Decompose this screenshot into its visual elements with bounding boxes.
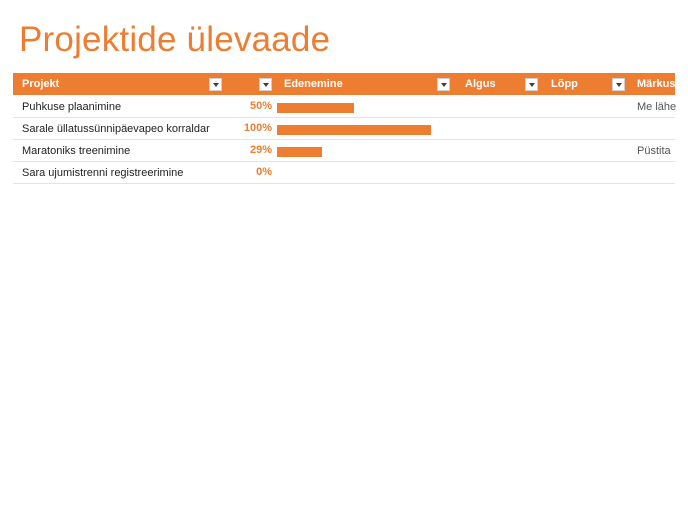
filter-dropdown-icon[interactable]	[525, 78, 538, 91]
progress-percent: 0%	[256, 166, 272, 178]
project-name: Puhkuse plaanimine	[22, 101, 122, 113]
project-name: Sarale üllatussünnipäevapeo korraldar	[22, 123, 210, 135]
project-name: Sara ujumistrenni registreerimine	[22, 167, 184, 179]
filter-dropdown-icon[interactable]	[612, 78, 625, 91]
table-row[interactable]	[13, 162, 675, 184]
column-header-progress[interactable]: Edenemine	[284, 78, 343, 90]
column-header-project[interactable]: Projekt	[22, 78, 60, 90]
table-row[interactable]	[13, 140, 675, 162]
progress-percent: 100%	[243, 122, 272, 134]
column-header-end[interactable]: Lõpp	[551, 78, 578, 90]
column-header-start[interactable]: Algus	[465, 78, 496, 90]
project-name: Maratoniks treenimine	[22, 145, 131, 157]
progress-bar	[277, 147, 322, 157]
filter-dropdown-icon[interactable]	[437, 78, 450, 91]
table-row[interactable]	[13, 96, 675, 118]
filter-dropdown-icon[interactable]	[209, 78, 222, 91]
column-header-notes[interactable]: Märkused	[637, 78, 688, 90]
progress-bar	[277, 103, 354, 113]
progress-percent: 50%	[249, 100, 272, 112]
notes-cell: Me lähe	[637, 101, 677, 113]
progress-bar	[277, 125, 431, 135]
filter-dropdown-icon[interactable]	[259, 78, 272, 91]
notes-cell: Püstita	[637, 145, 671, 157]
page-title: Projektide ülevaade	[19, 20, 331, 59]
table-row[interactable]	[13, 118, 675, 140]
progress-percent: 29%	[249, 144, 272, 156]
